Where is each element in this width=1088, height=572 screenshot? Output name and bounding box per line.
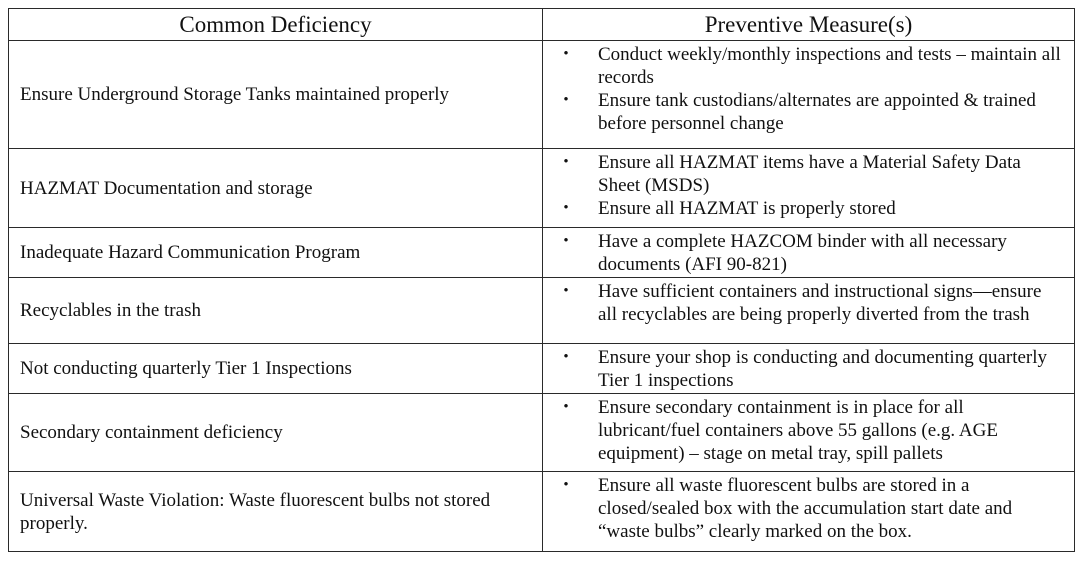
bullet-icon: • [563, 283, 569, 299]
measure-list [543, 151, 1074, 220]
measure-text: Conduct weekly/monthly inspections and tests – maintain all records [598, 44, 1061, 88]
measure-item [543, 43, 1074, 89]
measure-list [543, 396, 1074, 465]
measures-cell [543, 344, 1075, 394]
measures-cell [543, 394, 1075, 472]
measures-cell [543, 41, 1075, 149]
measure-item [543, 197, 1074, 220]
deficiency-table [8, 8, 1075, 552]
measure-item [543, 396, 1074, 465]
measures-cell [543, 472, 1075, 552]
bullet-icon: • [563, 349, 569, 365]
measure-item [543, 89, 1074, 135]
table-row [9, 41, 1075, 149]
measure-item [543, 230, 1074, 276]
measure-text: Ensure tank custodians/alternates are appointed & trained before personnel change [598, 90, 1036, 134]
bullet-icon: • [563, 399, 569, 415]
deficiency-cell: Secondary containment deficiency [9, 394, 543, 472]
header-common-deficiency: Common Deficiency [9, 9, 543, 41]
measure-item [543, 151, 1074, 197]
table-row [9, 344, 1075, 394]
bullet-icon: • [563, 233, 569, 249]
measure-text: Ensure secondary containment is in place for all lubricant/fuel containers above 55 gallons (e.g. AGE equipment) – stage on metal tray, spill pallets [598, 397, 998, 464]
bullet-icon: • [563, 200, 569, 216]
bullet-icon: • [563, 46, 569, 62]
deficiency-cell: Not conducting quarterly Tier 1 Inspections [9, 344, 543, 394]
measure-list [543, 230, 1074, 276]
measure-text: Have a complete HAZCOM binder with all necessary documents (AFI 90-821) [598, 231, 1007, 275]
deficiency-cell: Inadequate Hazard Communication Program [9, 228, 543, 278]
measure-item [543, 474, 1074, 543]
bullet-icon: • [563, 477, 569, 493]
table-row [9, 394, 1075, 472]
measure-text: Ensure all HAZMAT is properly stored [598, 198, 896, 219]
table-row [9, 472, 1075, 552]
measure-text: Ensure all waste fluorescent bulbs are stored in a closed/sealed box with the accumulation start date and “waste bulbs” clearly marked on the box. [598, 475, 1013, 542]
table-row [9, 228, 1075, 278]
measure-list [543, 43, 1074, 135]
measures-cell [543, 278, 1075, 344]
measure-text: Ensure all HAZMAT items have a Material Safety Data Sheet (MSDS) [598, 152, 1021, 196]
measures-cell [543, 228, 1075, 278]
deficiency-cell: Recyclables in the trash [9, 278, 543, 344]
header-row [9, 9, 1075, 41]
measure-text: Have sufficient containers and instructional signs—ensure all recyclables are being properly diverted from the trash [598, 281, 1042, 325]
bullet-icon: • [563, 154, 569, 170]
measure-list [543, 346, 1074, 392]
measure-text: Ensure your shop is conducting and documenting quarterly Tier 1 inspections [598, 347, 1048, 391]
deficiency-cell: HAZMAT Documentation and storage [9, 149, 543, 228]
measure-list [543, 280, 1074, 326]
deficiency-cell: Universal Waste Violation: Waste fluorescent bulbs not stored properly. [9, 472, 543, 552]
deficiency-cell: Ensure Underground Storage Tanks maintained properly [9, 41, 543, 149]
header-preventive-measures: Preventive Measure(s) [543, 9, 1075, 41]
table-row [9, 149, 1075, 228]
measure-item [543, 280, 1074, 326]
measure-list [543, 474, 1074, 543]
measure-item [543, 346, 1074, 392]
table-row [9, 278, 1075, 344]
measures-cell [543, 149, 1075, 228]
bullet-icon: • [563, 92, 569, 108]
